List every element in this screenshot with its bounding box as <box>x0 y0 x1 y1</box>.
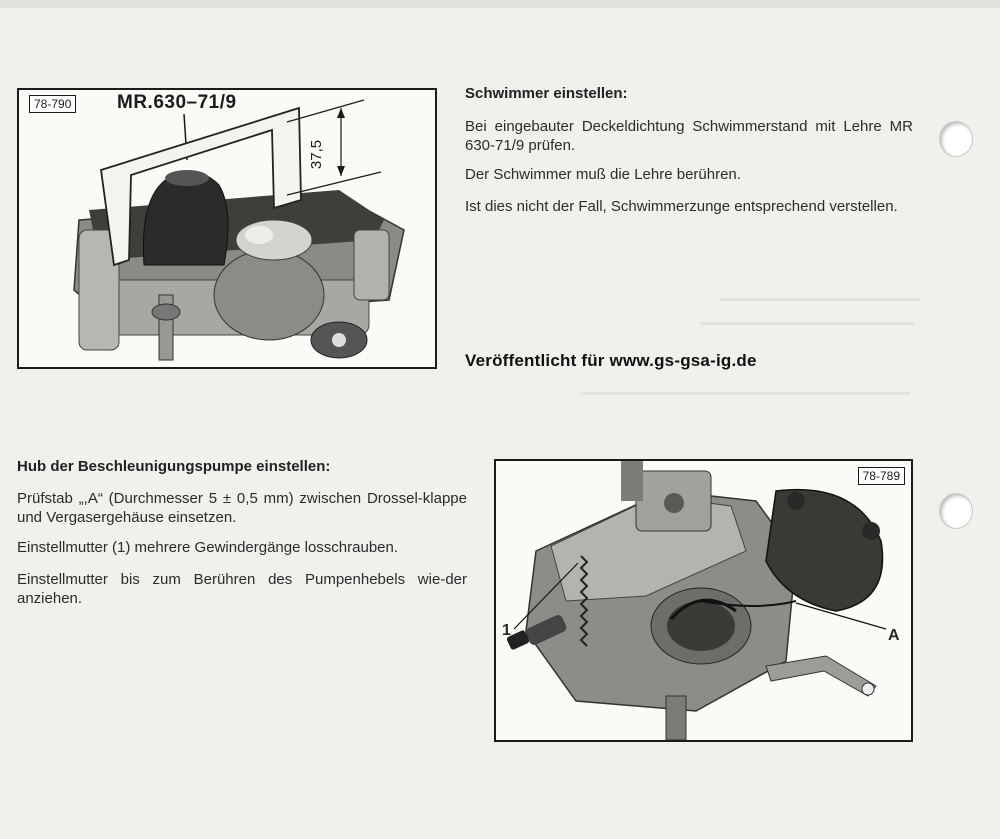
page-top-edge <box>0 0 1000 8</box>
bleed-through-line <box>580 392 910 395</box>
carburetor-assembly-drawing <box>496 461 911 740</box>
instruction-paragraph: Einstellmutter bis zum Berühren des Pumpenhebels wie-der anziehen. <box>17 571 467 607</box>
bleed-through-line <box>720 298 920 301</box>
figure-number: 78-790 <box>29 95 76 113</box>
figure-number: 78-789 <box>858 467 905 485</box>
callout-adjusting-nut: 1 <box>502 622 511 639</box>
figure-accelerator-pump <box>494 459 913 742</box>
instruction-paragraph: Bei eingebauter Deckeldichtung Schwimmerstand mit Lehre MR 630-71/9 prüfen. <box>465 118 913 154</box>
callout-test-rod: A <box>888 627 900 644</box>
instruction-paragraph: Prüfstab „,A“ (Durchmesser 5 ± 0,5 mm) zwischen Drossel-klappe und Vergasergehäuse einsetzen. <box>17 490 467 526</box>
instruction-paragraph: Ist dies nicht der Fall, Schwimmerzunge entsprechend verstellen. <box>465 198 898 215</box>
carburetor-cover-drawing <box>19 90 435 367</box>
punch-hole <box>940 494 972 528</box>
section-title-pump-stroke: Hub der Beschleunigungspumpe einstellen: <box>17 458 331 475</box>
dimension-label: 37,5 <box>308 139 326 170</box>
section-title-float-adjust: Schwimmer einstellen: <box>465 85 628 102</box>
instruction-paragraph: Einstellmutter (1) mehrere Gewindergänge losschrauben. <box>17 539 399 556</box>
figure-float-gauge <box>17 88 437 369</box>
publisher-note: Veröffentlicht für www.gs-gsa-ig.de <box>465 351 757 370</box>
instruction-paragraph: Der Schwimmer muß die Lehre berühren. <box>465 166 741 183</box>
tool-reference-label: MR.630–71/9 <box>117 92 237 113</box>
punch-hole <box>940 122 972 156</box>
bleed-through-line <box>700 322 915 325</box>
